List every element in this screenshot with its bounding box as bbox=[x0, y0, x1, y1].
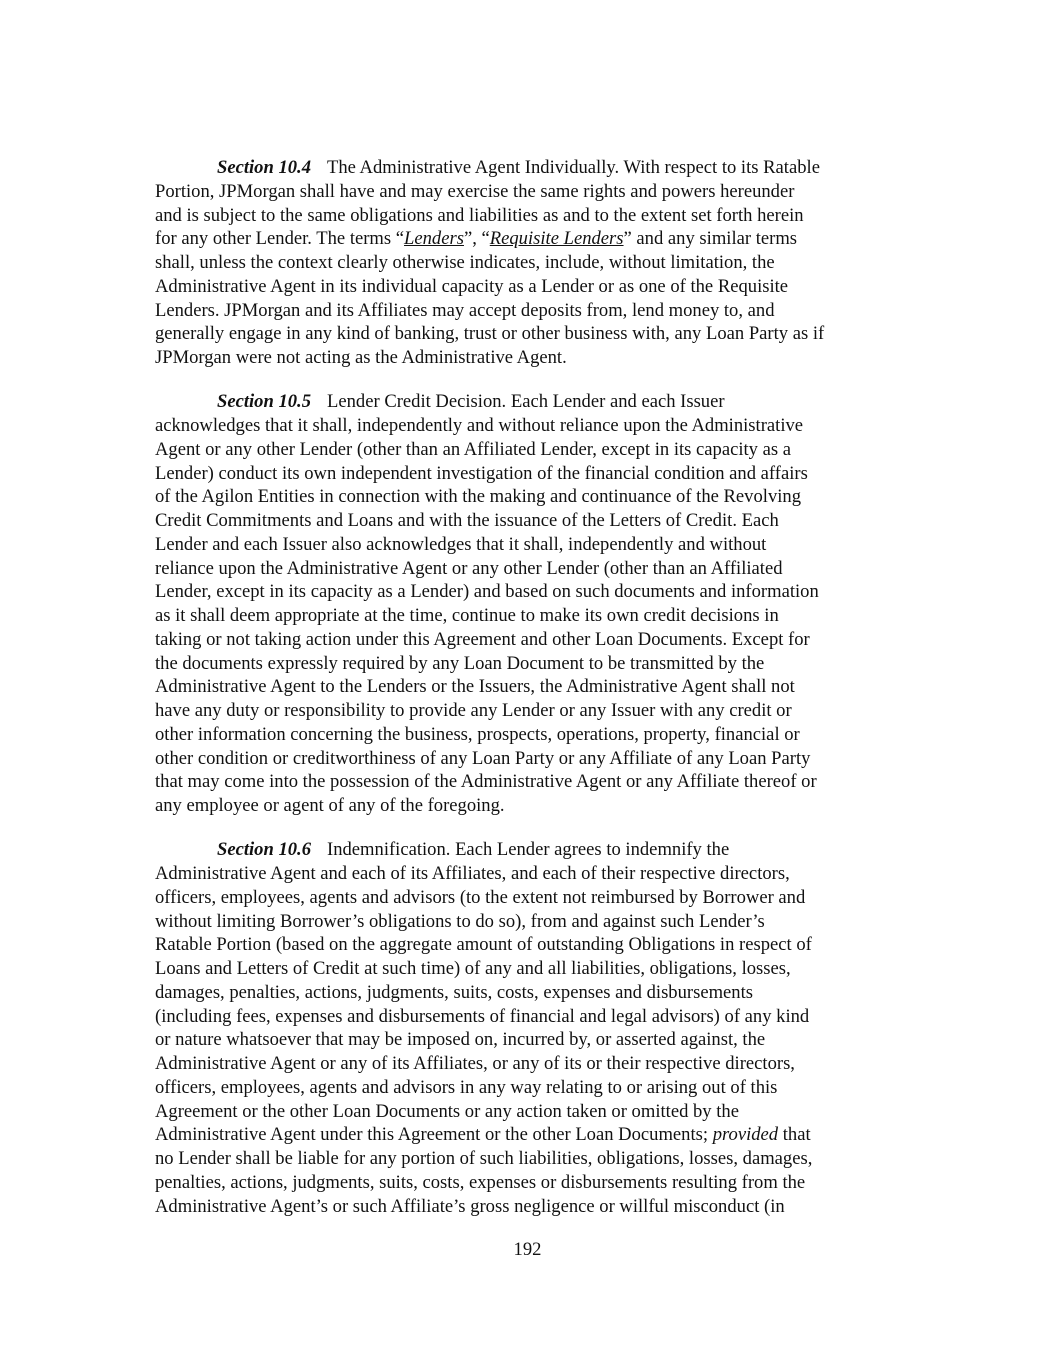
text-line: without limiting Borrower’s obligations to do so), from and against such Lender’s bbox=[155, 910, 765, 932]
text-line: Administrative Agent or any of its Affiliates, or any of its or their respective directors, bbox=[155, 1053, 795, 1074]
text-line: Administrative Agent’s or such Affiliate’s gross negligence or willful misconduct (in bbox=[155, 1195, 785, 1217]
section-line-text: . With respect to its Ratable bbox=[614, 157, 820, 178]
section-heading-line bbox=[155, 156, 915, 180]
text-segment: that bbox=[778, 1124, 811, 1146]
text-line: other information concerning the business, prospects, operations, property, financial or bbox=[155, 723, 800, 745]
text-line: or nature whatsoever that may be imposed on, incurred by, or asserted against, the bbox=[155, 1029, 766, 1051]
text-line: other condition or creditworthiness of any Loan Party or any Affiliate of any Loan Party bbox=[155, 747, 811, 769]
text-line: Administrative Agent in its individual capacity as a Lender or as one of the Requisite bbox=[155, 275, 789, 297]
text-segment: ” and any similar terms bbox=[623, 228, 798, 250]
text-line: damages, penalties, actions, judgments, suits, costs, expenses and disbursements bbox=[155, 981, 753, 1003]
text-line: taking or not taking action under this Agreement and other Loan Documents. Except for bbox=[155, 628, 810, 650]
text-line: Lender) conduct its own independent investigation of the financial condition and affairs bbox=[155, 462, 808, 484]
text-line: penalties, actions, judgments, suits, costs, expenses or disbursements resulting from the bbox=[155, 1171, 806, 1193]
section-10-4 bbox=[155, 156, 915, 370]
text-line: acknowledges that it shall, independently and without reliance upon the Administrative bbox=[155, 415, 804, 436]
section-number: Section 10.5 bbox=[217, 391, 312, 413]
text-line: any employee or agent of any of the foregoing. bbox=[155, 795, 505, 816]
section-line-text: . Each Lender and each Issuer bbox=[501, 391, 725, 413]
text-line: and is subject to the same obligations and liabilities as and to the extent set forth herein bbox=[155, 204, 804, 226]
text-line: JPMorgan were not acting as the Administrative Agent. bbox=[155, 347, 567, 368]
text-line: Credit Commitments and Loans and with the issuance of the Letters of Credit. Each bbox=[155, 510, 779, 531]
text-line: Lenders. JPMorgan and its Affiliates may accept deposits from, lend money to, and bbox=[155, 299, 775, 321]
text-line: officers, employees, agents and advisors (to the extent not reimbursed by Borrower and bbox=[155, 886, 806, 908]
section-10-5 bbox=[155, 390, 915, 818]
text-line: that may come into the possession of the Administrative Agent or any Affiliate thereof or bbox=[155, 771, 817, 793]
text-line: as it shall deem appropriate at the time, continue to make its own credit decisions in bbox=[155, 605, 779, 626]
text-line bbox=[155, 227, 915, 251]
section-heading-line bbox=[155, 838, 915, 862]
text-segment: ”, “ bbox=[463, 228, 490, 250]
text-line: Lender and each Issuer also acknowledges that it shall, independently and without bbox=[155, 533, 767, 555]
text-line: of the Agilon Entities in connection with the making and continuance of the Revolving bbox=[155, 486, 801, 508]
section-title: Indemnification bbox=[327, 839, 446, 861]
text-segment: for any other Lender. The terms “ bbox=[155, 228, 405, 250]
section-number: Section 10.4 bbox=[217, 157, 312, 178]
text-line: Lender, except in its capacity as a Lender) and based on such documents and information bbox=[155, 581, 819, 603]
defined-term-lenders: Lenders bbox=[404, 228, 464, 250]
section-number: Section 10.6 bbox=[217, 839, 312, 861]
text-line: Portion, JPMorgan shall have and may exercise the same rights and powers hereunder bbox=[155, 180, 795, 202]
defined-term-requisite-lenders: Requisite Lenders bbox=[489, 228, 624, 250]
text-line: Loans and Letters of Credit at such time) of any and all liabilities, obligations, losses, bbox=[155, 958, 791, 979]
italic-term-provided: provided bbox=[712, 1124, 779, 1146]
text-segment: Administrative Agent under this Agreement or the other Loan Documents; bbox=[155, 1124, 713, 1146]
section-heading-line bbox=[155, 390, 915, 414]
text-line: (including fees, expenses and disbursements of financial and legal advisors) of any kind bbox=[155, 1005, 810, 1027]
text-line bbox=[155, 1123, 915, 1147]
text-line: Ratable Portion (based on the aggregate amount of outstanding Obligations in respect of bbox=[155, 934, 812, 956]
text-line: the documents expressly required by any Loan Document to be transmitted by the bbox=[155, 652, 765, 674]
text-line: reliance upon the Administrative Agent or any other Lender (other than an Affiliated bbox=[155, 557, 783, 579]
section-10-6 bbox=[155, 838, 915, 1218]
section-line-text: . Each Lender agrees to indemnify the bbox=[445, 839, 730, 861]
page-number: 192 bbox=[513, 1239, 542, 1260]
text-line: have any duty or responsibility to provide any Lender or any Issuer with any credit or bbox=[155, 700, 792, 721]
text-line: shall, unless the context clearly otherwise indicates, include, without limitation, the bbox=[155, 252, 775, 273]
text-line: Agent or any other Lender (other than an Affiliated Lender, except in its capacity as a bbox=[155, 438, 792, 460]
section-title: The Administrative Agent Individually bbox=[327, 157, 615, 178]
document-body bbox=[155, 156, 915, 1218]
text-line: Agreement or the other Loan Documents or any action taken or omitted by the bbox=[155, 1100, 739, 1122]
text-line: Administrative Agent and each of its Affiliates, and each of their respective directors, bbox=[155, 863, 790, 884]
text-line: generally engage in any kind of banking, trust or other business with, any Loan Party as if bbox=[155, 323, 825, 345]
text-line: no Lender shall be liable for any portion of such liabilities, obligations, losses, damages, bbox=[155, 1148, 813, 1169]
section-title: Lender Credit Decision bbox=[327, 391, 502, 413]
text-line: Administrative Agent to the Lenders or the Issuers, the Administrative Agent shall not bbox=[155, 676, 795, 698]
text-line: officers, employees, agents and advisors in any way relating to or arising out of this bbox=[155, 1076, 778, 1098]
